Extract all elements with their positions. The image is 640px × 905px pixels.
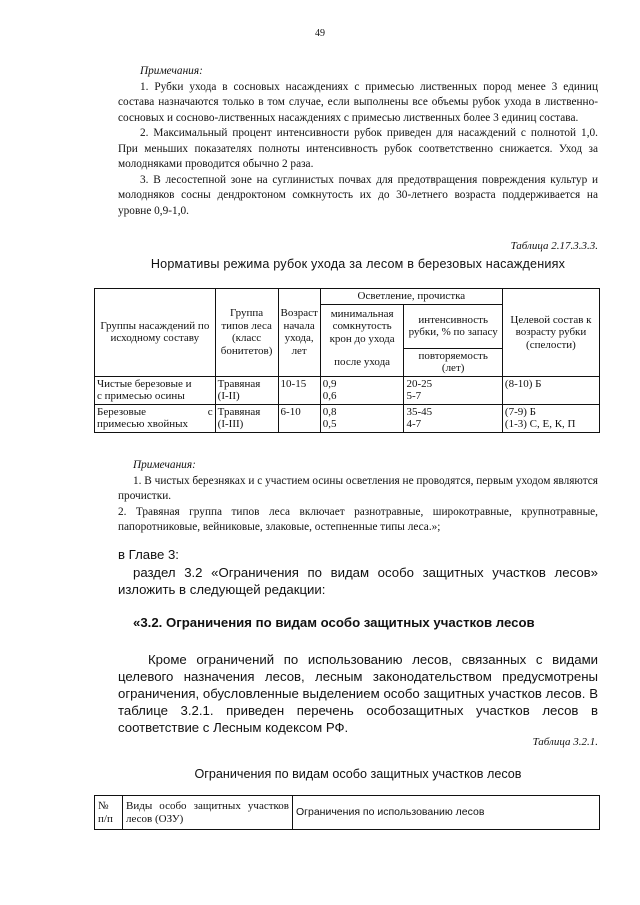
table-title: Ограничения по видам особо защитных участков лесов <box>194 767 522 781</box>
cell-text: 10-15 <box>278 376 320 404</box>
cell-text: примесью хвойных <box>97 418 189 430</box>
page-number: 49 <box>315 28 325 39</box>
header-repeat: повторяемость (лет) <box>404 348 502 376</box>
cell-text: 0,8 <box>322 405 337 418</box>
cell-text: 0,9 <box>322 377 337 390</box>
header-ozu-types: Виды особо защитных участков лесов (ОЗУ) <box>123 796 293 830</box>
note-item: 2. Максимальный процент интенсивности рубок приведен для насаждений с полнотой 1,0. При меньших показателях полноты интенсивность рубок соответственно снижается. Уход за молодняками проводится обычно 2 раза. <box>118 127 598 170</box>
header-age: Возраст начала ухода, лет <box>278 289 320 377</box>
header-intensity: интенсивность рубки, % по запасу <box>404 304 502 348</box>
cell-text: Травяная <box>217 377 261 390</box>
header-number: № п/п <box>95 796 123 830</box>
section-line: раздел 3.2 «Ограничения по видам особо защитных участков лесов» изложить в следующей редакции: <box>118 565 598 597</box>
cell-text: Чистые березовые и <box>97 377 192 390</box>
section-heading: «3.2. Ограничения по видам особо защитных участков лесов <box>133 615 535 630</box>
cell-text: (I-III) <box>217 418 244 430</box>
body-paragraph: Кроме ограничений по использованию лесов, связанных с видами целевого назначения лесов, лесным законодательством предусмотрены ограничения, обусловленные выделением особо защитных участков лесов. В таблице 3.2.1. приведен перечень особозащитных участков лесов в соответствие с Лесным кодексом РФ. <box>118 652 598 735</box>
header-forest-type: Группа типов леса (класс бонитетов) <box>215 289 278 377</box>
cell-text: 5-7 <box>406 390 422 402</box>
table-caption: Таблица 3.2.1. <box>532 736 598 748</box>
cell-text: с <box>207 405 213 418</box>
chapter-line: в Главе 3: <box>118 547 179 562</box>
header-target: Целевой состав к возрасту рубки (спелости) <box>502 289 599 377</box>
note-item: 2. Травяная группа типов леса включает разнотравные, широкотравные, крупнотравные, папоротниковые, вейниковые, злаковые, остепненные типы леса.»; <box>118 505 598 533</box>
cell-text: (8-10) Б <box>504 377 542 390</box>
cell-text: 0,5 <box>322 418 337 430</box>
cell-text: 4-7 <box>406 418 422 430</box>
table-row <box>95 404 600 432</box>
birch-thinning-table <box>94 288 600 433</box>
cell-text: 35-45 <box>406 405 433 418</box>
cell-text: 0,6 <box>322 390 337 402</box>
table-row <box>95 376 600 404</box>
table-caption: Таблица 2.17.3.3.3. <box>510 240 598 252</box>
note-item: 1. Рубки ухода в сосновых насаждениях с примесью лиственных пород менее 3 единиц состава назначаются только в том случае, если выполнены все объемы рубок ухода в лиственно-сосновых и сосново-лиственных насаждениях с примесью лиственных более 3 единиц состава. <box>118 80 598 124</box>
cell-text: 20-25 <box>406 377 433 390</box>
table-title: Нормативы режима рубок ухода за лесом в березовых насаждениях <box>150 257 566 271</box>
notes-header: Примечания: <box>140 65 203 77</box>
cell-text: (1-3) С, Е, К, П <box>504 418 576 430</box>
notes-block-1 <box>118 64 598 219</box>
cell-text: с примесью осины <box>97 390 185 402</box>
notes-block-2 <box>118 458 598 536</box>
header-restrictions: Ограничения по использованию лесов <box>293 796 600 830</box>
cell-text: (7-9) Б <box>504 405 536 418</box>
header-clearing: Осветление, прочистка <box>320 289 502 305</box>
cell-text: 6-10 <box>278 404 320 432</box>
cell-text: Березовые <box>97 405 146 418</box>
note-item: 1. В чистых березняках и с участием осины осветления не проводятся, первым уходом являются прочистки. <box>118 474 598 502</box>
header-after: после ухода <box>320 348 404 376</box>
note-item: 3. В лесостепной зоне на суглинистых почвах для предотвращения повреждения культур и молодняков сосны дендроктоном сомкнутость их до 30-летнего возраста поддерживается на уровне 0,9-1,0. <box>118 173 598 217</box>
notes-header: Примечания: <box>133 459 196 471</box>
header-group: Группы насаждений по исходному составу <box>95 289 216 377</box>
cell-text: (I-II) <box>217 390 240 402</box>
ozu-restrictions-table <box>94 795 600 830</box>
cell-text: Травяная <box>217 405 261 418</box>
header-density: минимальная сомкнутость крон до ухода <box>320 304 404 348</box>
